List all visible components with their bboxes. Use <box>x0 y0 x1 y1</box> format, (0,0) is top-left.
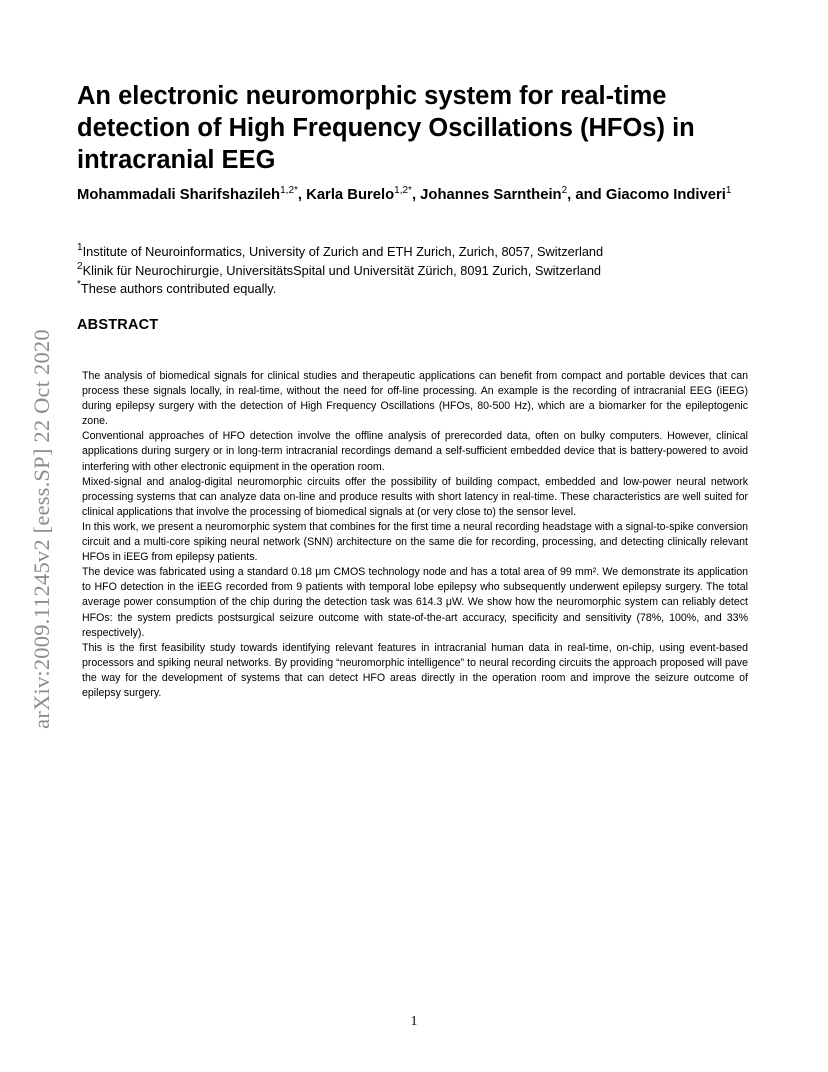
abstract-paragraph: In this work, we present a neuromorphic system that combines for the first time a neural recording headstage with a signal-to-spike conversion circuit and a multi-core spiking neural network (SNN) architecture on the same die for recording, processing, and detecting clinically relevant HFOs in iEEG from epilepsy patients. <box>82 520 748 564</box>
affiliation-line <box>77 281 777 300</box>
abstract-paragraph: This is the first feasibility study towards identifying relevant features in intracranial human data in real-time, on-chip, using event-based processors and spiking neural networks. By providing “neuromorphic intelligence” to neural recording circuits the approach proposed will pave the way for the development of systems that can detect HFO areas directly in the operation room and improve the seizure outcome of epilepsy surgery. <box>82 641 748 699</box>
author-affiliation-mark: 1,2* <box>280 185 298 196</box>
abstract-paragraph: The device was fabricated using a standard 0.18 μm CMOS technology node and has a total area of 99 mm². We demonstrate its application to HFO detection in the iEEG recorded from 9 patients with temporal lobe epilepsy who subsequently underwent epilepsy surgery. The total average power consumption of the chip during the detection task was 614.3 μW. We show how the neuromorphic system can reliably detect HFOs: the system predicts postsurgical seizure outcome with state-of-the-art accuracy, specificity and sensitivity (78%, 100%, and 33% respectively). <box>82 566 748 639</box>
affiliation-line <box>77 260 777 282</box>
abstract-heading: ABSTRACT <box>77 317 159 333</box>
affiliation-text: Klinik für Neurochirurgie, UniversitätsSpital und Universität Zürich, 8091 Zurich, Switzerland <box>82 262 602 278</box>
author-affiliation-mark: 2 <box>561 185 568 196</box>
abstract-paragraph: Conventional approaches of HFO detection involve the offline analysis of prerecorded data, often on bulky computers. However, clinical applications during surgery or in long-term intracranial recordings demand a self-sufficient embedded device that is battery-powered to avoid interfering with other electronic equipment in the operation room. <box>82 430 748 473</box>
paper-title: An electronic neuromorphic system for real-time detection of High Frequency Oscillations (HFOs) in intracranial EEG <box>77 82 695 174</box>
affiliation-list <box>77 244 777 300</box>
abstract-paragraph: The analysis of biomedical signals for clinical studies and therapeutic applications can benefit from compact and portable devices that can process these signals locally, in real-time, without the need for off-line processing. An example is the recording of intracranial EEG (iEEG) during epilepsy surgery with the detection of High Frequency Oscillations (HFOs, 80-500 Hz), which are a biomarker for the epileptogenic zone. <box>82 370 748 428</box>
abstract-paragraph: Mixed-signal and analog-digital neuromorphic circuits offer the possibility of building compact, embedded and low-power neural network processing systems that can analyze data on-line and produce results with short latency in real-time. These characteristics are well suited for clinical applications that involve the processing of biomedical signals at (or very close to) the sensor level. <box>82 475 748 518</box>
affiliation-line <box>77 244 777 263</box>
affiliation-mark: * <box>77 279 81 290</box>
author-separator: , and <box>567 187 606 203</box>
affiliation-text: These authors contributed equally. <box>80 281 277 296</box>
author-name: Giacomo Indiveri <box>605 187 726 203</box>
author-affiliation-mark: 1,2* <box>394 185 412 196</box>
author-separator: , <box>297 187 307 203</box>
author-separator: , <box>411 187 421 203</box>
author-name: Mohammadali Sharifshazileh <box>77 187 281 203</box>
author-name: Johannes Sarnthein <box>420 187 562 203</box>
arxiv-identifier-stamp: arXiv:2009.11245v2 [eess.SP] 22 Oct 2020 <box>29 329 54 729</box>
affiliation-mark: 1 <box>77 242 83 253</box>
affiliation-mark: 2 <box>77 260 83 272</box>
abstract-body <box>82 369 748 701</box>
affiliation-text: Institute of Neuroinformatics, University of Zurich and ETH Zurich, Zurich, 8057, Switzerland <box>82 244 604 259</box>
page-number: 1 <box>410 1013 418 1028</box>
author-affiliation-mark: 1 <box>725 185 732 196</box>
author-name: Karla Burelo <box>306 187 395 203</box>
author-list <box>77 186 757 206</box>
